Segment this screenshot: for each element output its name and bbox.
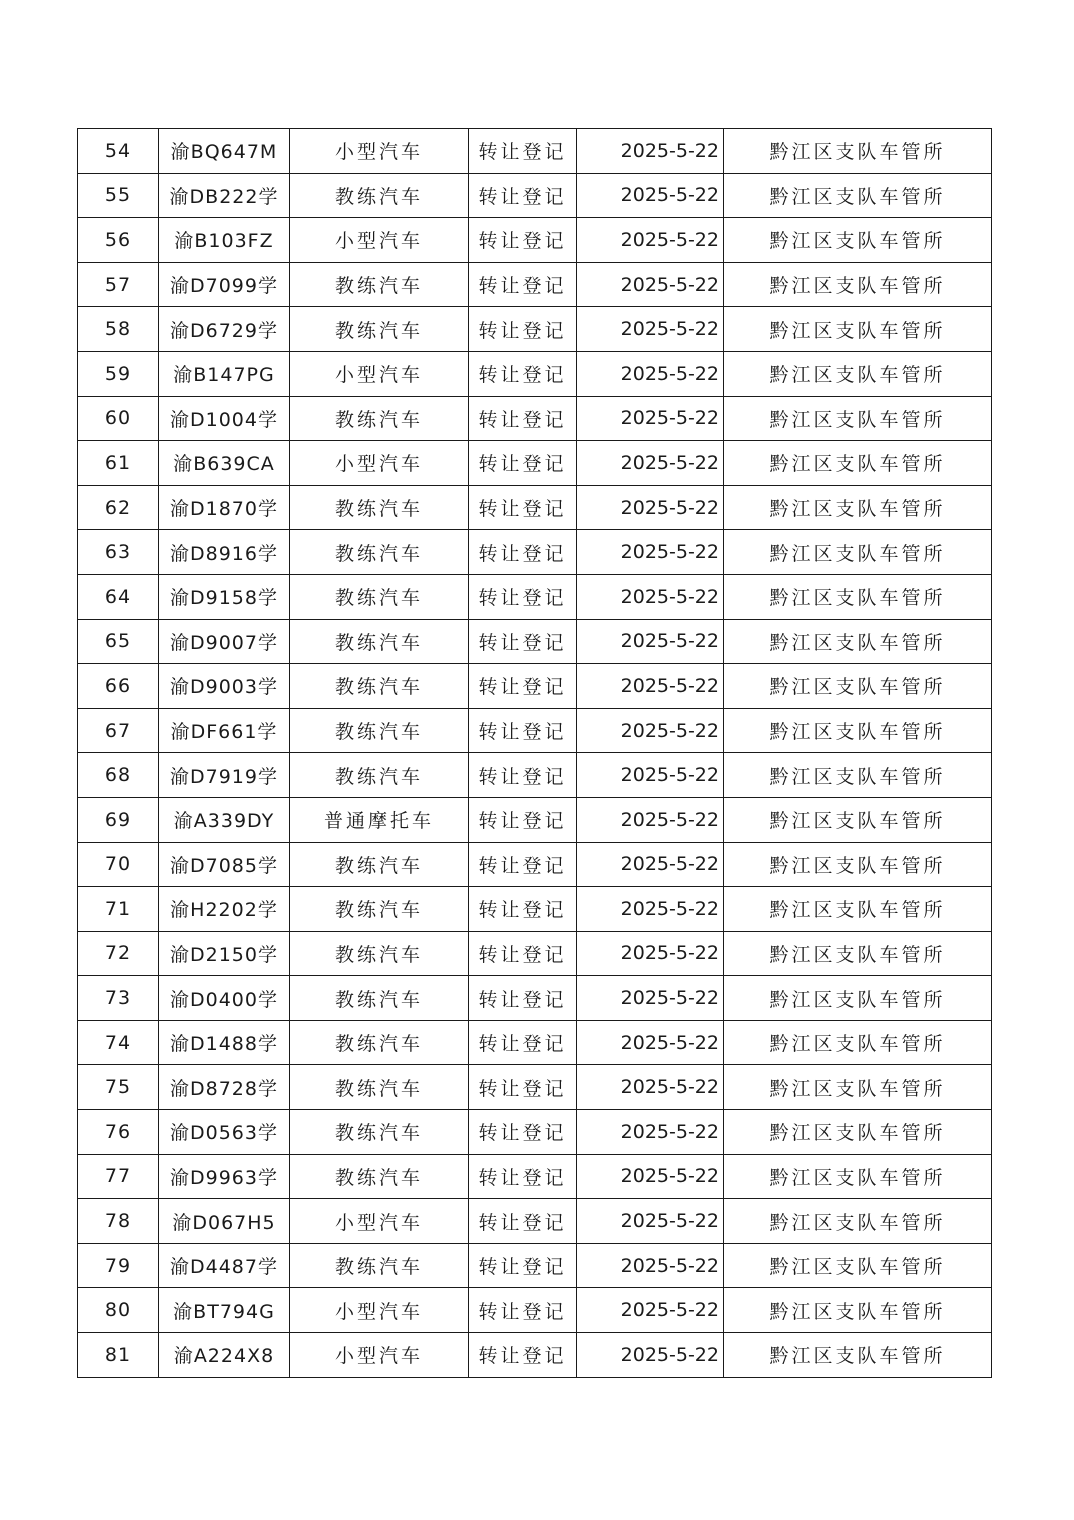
date-cell: 2025-5-22 <box>577 1333 724 1378</box>
date-cell: 2025-5-22 <box>577 708 724 753</box>
office-cell: 黔江区支队车管所 <box>724 1065 992 1110</box>
row-number-cell: 70 <box>78 842 159 887</box>
date-cell: 2025-5-22 <box>577 619 724 664</box>
table-row <box>78 218 992 263</box>
date-cell: 2025-5-22 <box>577 307 724 352</box>
row-number-cell: 59 <box>78 351 159 396</box>
table-row <box>78 1154 992 1199</box>
business-type-cell: 转让登记 <box>469 1199 577 1244</box>
office-cell: 黔江区支队车管所 <box>724 708 992 753</box>
business-type-cell: 转让登记 <box>469 574 577 619</box>
business-type-cell: 转让登记 <box>469 485 577 530</box>
date-cell: 2025-5-22 <box>577 530 724 575</box>
vehicle-type-cell: 教练汽车 <box>290 1110 469 1155</box>
business-type-cell: 转让登记 <box>469 1110 577 1155</box>
plate-number-cell: 渝D067H5 <box>159 1199 290 1244</box>
table-row <box>78 351 992 396</box>
vehicle-type-cell: 小型汽车 <box>290 129 469 174</box>
business-type-cell: 转让登记 <box>469 1243 577 1288</box>
office-cell: 黔江区支队车管所 <box>724 887 992 932</box>
plate-number-cell: 渝D7099学 <box>159 262 290 307</box>
table-row <box>78 129 992 174</box>
table-row <box>78 708 992 753</box>
vehicle-type-cell: 教练汽车 <box>290 574 469 619</box>
plate-number-cell: 渝D9003学 <box>159 664 290 709</box>
table-row <box>78 1199 992 1244</box>
office-cell: 黔江区支队车管所 <box>724 351 992 396</box>
business-type-cell: 转让登记 <box>469 1154 577 1199</box>
office-cell: 黔江区支队车管所 <box>724 173 992 218</box>
business-type-cell: 转让登记 <box>469 931 577 976</box>
business-type-cell: 转让登记 <box>469 1065 577 1110</box>
vehicle-registration-table <box>77 128 992 1378</box>
plate-number-cell: 渝D7085学 <box>159 842 290 887</box>
row-number-cell: 56 <box>78 218 159 263</box>
row-number-cell: 54 <box>78 129 159 174</box>
date-cell: 2025-5-22 <box>577 1288 724 1333</box>
plate-number-cell: 渝D1870学 <box>159 485 290 530</box>
office-cell: 黔江区支队车管所 <box>724 842 992 887</box>
plate-number-cell: 渝H2202学 <box>159 887 290 932</box>
row-number-cell: 80 <box>78 1288 159 1333</box>
office-cell: 黔江区支队车管所 <box>724 753 992 798</box>
office-cell: 黔江区支队车管所 <box>724 307 992 352</box>
date-cell: 2025-5-22 <box>577 173 724 218</box>
row-number-cell: 60 <box>78 396 159 441</box>
row-number-cell: 73 <box>78 976 159 1021</box>
plate-number-cell: 渝D4487学 <box>159 1243 290 1288</box>
date-cell: 2025-5-22 <box>577 976 724 1021</box>
row-number-cell: 72 <box>78 931 159 976</box>
row-number-cell: 81 <box>78 1333 159 1378</box>
vehicle-type-cell: 教练汽车 <box>290 307 469 352</box>
row-number-cell: 78 <box>78 1199 159 1244</box>
vehicle-type-cell: 教练汽车 <box>290 530 469 575</box>
office-cell: 黔江区支队车管所 <box>724 797 992 842</box>
table-row <box>78 619 992 664</box>
date-cell: 2025-5-22 <box>577 485 724 530</box>
date-cell: 2025-5-22 <box>577 262 724 307</box>
plate-number-cell: 渝BQ647M <box>159 129 290 174</box>
plate-number-cell: 渝B103FZ <box>159 218 290 263</box>
vehicle-type-cell: 教练汽车 <box>290 887 469 932</box>
office-cell: 黔江区支队车管所 <box>724 441 992 486</box>
date-cell: 2025-5-22 <box>577 931 724 976</box>
vehicle-type-cell: 教练汽车 <box>290 1243 469 1288</box>
row-number-cell: 77 <box>78 1154 159 1199</box>
business-type-cell: 转让登记 <box>469 1288 577 1333</box>
date-cell: 2025-5-22 <box>577 1154 724 1199</box>
date-cell: 2025-5-22 <box>577 842 724 887</box>
table-row <box>78 1288 992 1333</box>
row-number-cell: 63 <box>78 530 159 575</box>
vehicle-type-cell: 教练汽车 <box>290 976 469 1021</box>
business-type-cell: 转让登记 <box>469 351 577 396</box>
table-row <box>78 1065 992 1110</box>
vehicle-type-cell: 教练汽车 <box>290 1065 469 1110</box>
plate-number-cell: 渝A339DY <box>159 797 290 842</box>
office-cell: 黔江区支队车管所 <box>724 1288 992 1333</box>
date-cell: 2025-5-22 <box>577 1020 724 1065</box>
plate-number-cell: 渝BT794G <box>159 1288 290 1333</box>
business-type-cell: 转让登记 <box>469 441 577 486</box>
vehicle-type-cell: 教练汽车 <box>290 842 469 887</box>
plate-number-cell: 渝D2150学 <box>159 931 290 976</box>
date-cell: 2025-5-22 <box>577 1243 724 1288</box>
date-cell: 2025-5-22 <box>577 887 724 932</box>
business-type-cell: 转让登记 <box>469 307 577 352</box>
plate-number-cell: 渝D0563学 <box>159 1110 290 1155</box>
row-number-cell: 58 <box>78 307 159 352</box>
plate-number-cell: 渝DF661学 <box>159 708 290 753</box>
table-row <box>78 1110 992 1155</box>
row-number-cell: 75 <box>78 1065 159 1110</box>
plate-number-cell: 渝D9158学 <box>159 574 290 619</box>
date-cell: 2025-5-22 <box>577 574 724 619</box>
date-cell: 2025-5-22 <box>577 441 724 486</box>
date-cell: 2025-5-22 <box>577 1110 724 1155</box>
vehicle-type-cell: 教练汽车 <box>290 753 469 798</box>
plate-number-cell: 渝B639CA <box>159 441 290 486</box>
office-cell: 黔江区支队车管所 <box>724 976 992 1021</box>
business-type-cell: 转让登记 <box>469 976 577 1021</box>
business-type-cell: 转让登记 <box>469 1020 577 1065</box>
table-row <box>78 441 992 486</box>
plate-number-cell: 渝D7919学 <box>159 753 290 798</box>
office-cell: 黔江区支队车管所 <box>724 1154 992 1199</box>
business-type-cell: 转让登记 <box>469 262 577 307</box>
table-row <box>78 842 992 887</box>
row-number-cell: 65 <box>78 619 159 664</box>
vehicle-type-cell: 教练汽车 <box>290 485 469 530</box>
table-row <box>78 396 992 441</box>
plate-number-cell: 渝B147PG <box>159 351 290 396</box>
date-cell: 2025-5-22 <box>577 218 724 263</box>
office-cell: 黔江区支队车管所 <box>724 262 992 307</box>
date-cell: 2025-5-22 <box>577 1199 724 1244</box>
table-body <box>78 129 992 1378</box>
table-row <box>78 1333 992 1378</box>
vehicle-type-cell: 普通摩托车 <box>290 797 469 842</box>
vehicle-type-cell: 教练汽车 <box>290 262 469 307</box>
vehicle-type-cell: 小型汽车 <box>290 441 469 486</box>
table-row <box>78 664 992 709</box>
row-number-cell: 61 <box>78 441 159 486</box>
office-cell: 黔江区支队车管所 <box>724 574 992 619</box>
date-cell: 2025-5-22 <box>577 396 724 441</box>
date-cell: 2025-5-22 <box>577 1065 724 1110</box>
row-number-cell: 68 <box>78 753 159 798</box>
business-type-cell: 转让登记 <box>469 797 577 842</box>
row-number-cell: 66 <box>78 664 159 709</box>
row-number-cell: 74 <box>78 1020 159 1065</box>
business-type-cell: 转让登记 <box>469 887 577 932</box>
business-type-cell: 转让登记 <box>469 1333 577 1378</box>
office-cell: 黔江区支队车管所 <box>724 396 992 441</box>
business-type-cell: 转让登记 <box>469 619 577 664</box>
office-cell: 黔江区支队车管所 <box>724 485 992 530</box>
row-number-cell: 62 <box>78 485 159 530</box>
business-type-cell: 转让登记 <box>469 708 577 753</box>
date-cell: 2025-5-22 <box>577 797 724 842</box>
plate-number-cell: 渝D9007学 <box>159 619 290 664</box>
plate-number-cell: 渝D6729学 <box>159 307 290 352</box>
business-type-cell: 转让登记 <box>469 129 577 174</box>
vehicle-type-cell: 教练汽车 <box>290 708 469 753</box>
plate-number-cell: 渝D9963学 <box>159 1154 290 1199</box>
table-row <box>78 976 992 1021</box>
row-number-cell: 79 <box>78 1243 159 1288</box>
plate-number-cell: 渝D8728学 <box>159 1065 290 1110</box>
business-type-cell: 转让登记 <box>469 530 577 575</box>
plate-number-cell: 渝D8916学 <box>159 530 290 575</box>
date-cell: 2025-5-22 <box>577 753 724 798</box>
row-number-cell: 55 <box>78 173 159 218</box>
vehicle-type-cell: 教练汽车 <box>290 396 469 441</box>
row-number-cell: 69 <box>78 797 159 842</box>
row-number-cell: 64 <box>78 574 159 619</box>
office-cell: 黔江区支队车管所 <box>724 1243 992 1288</box>
vehicle-type-cell: 小型汽车 <box>290 1288 469 1333</box>
plate-number-cell: 渝DB222学 <box>159 173 290 218</box>
vehicle-type-cell: 教练汽车 <box>290 931 469 976</box>
vehicle-type-cell: 教练汽车 <box>290 1154 469 1199</box>
office-cell: 黔江区支队车管所 <box>724 1020 992 1065</box>
vehicle-type-cell: 教练汽车 <box>290 173 469 218</box>
table-row <box>78 307 992 352</box>
table-row <box>78 753 992 798</box>
table-row <box>78 887 992 932</box>
vehicle-type-cell: 小型汽车 <box>290 351 469 396</box>
office-cell: 黔江区支队车管所 <box>724 1199 992 1244</box>
vehicle-type-cell: 小型汽车 <box>290 1199 469 1244</box>
table-row <box>78 530 992 575</box>
row-number-cell: 67 <box>78 708 159 753</box>
plate-number-cell: 渝A224X8 <box>159 1333 290 1378</box>
office-cell: 黔江区支队车管所 <box>724 664 992 709</box>
business-type-cell: 转让登记 <box>469 842 577 887</box>
date-cell: 2025-5-22 <box>577 351 724 396</box>
office-cell: 黔江区支队车管所 <box>724 1333 992 1378</box>
table-row <box>78 797 992 842</box>
vehicle-type-cell: 教练汽车 <box>290 664 469 709</box>
plate-number-cell: 渝D0400学 <box>159 976 290 1021</box>
vehicle-type-cell: 教练汽车 <box>290 619 469 664</box>
vehicle-type-cell: 教练汽车 <box>290 1020 469 1065</box>
table-row <box>78 173 992 218</box>
vehicle-type-cell: 小型汽车 <box>290 218 469 263</box>
table-row <box>78 1020 992 1065</box>
table-row <box>78 574 992 619</box>
vehicle-type-cell: 小型汽车 <box>290 1333 469 1378</box>
row-number-cell: 71 <box>78 887 159 932</box>
business-type-cell: 转让登记 <box>469 218 577 263</box>
table-row <box>78 1243 992 1288</box>
table-row <box>78 485 992 530</box>
office-cell: 黔江区支队车管所 <box>724 530 992 575</box>
table-row <box>78 931 992 976</box>
table-row <box>78 262 992 307</box>
business-type-cell: 转让登记 <box>469 173 577 218</box>
plate-number-cell: 渝D1004学 <box>159 396 290 441</box>
row-number-cell: 57 <box>78 262 159 307</box>
business-type-cell: 转让登记 <box>469 664 577 709</box>
office-cell: 黔江区支队车管所 <box>724 1110 992 1155</box>
date-cell: 2025-5-22 <box>577 129 724 174</box>
office-cell: 黔江区支队车管所 <box>724 129 992 174</box>
office-cell: 黔江区支队车管所 <box>724 931 992 976</box>
date-cell: 2025-5-22 <box>577 664 724 709</box>
row-number-cell: 76 <box>78 1110 159 1155</box>
office-cell: 黔江区支队车管所 <box>724 218 992 263</box>
office-cell: 黔江区支队车管所 <box>724 619 992 664</box>
plate-number-cell: 渝D1488学 <box>159 1020 290 1065</box>
business-type-cell: 转让登记 <box>469 396 577 441</box>
business-type-cell: 转让登记 <box>469 753 577 798</box>
